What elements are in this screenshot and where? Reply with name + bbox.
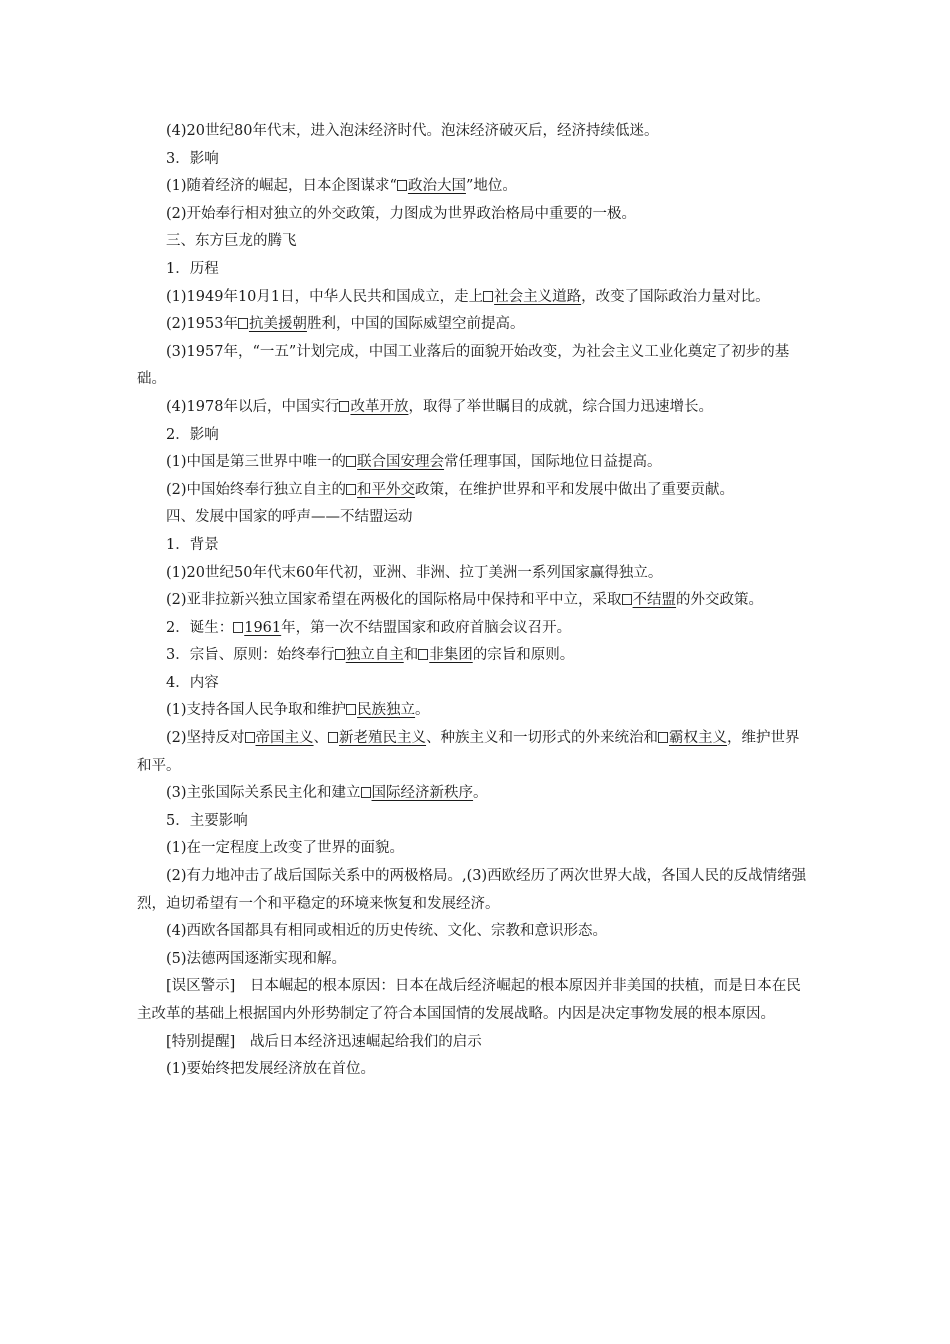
- text: ，取得了举世瞩目的成就，综合国力迅速增长。: [408, 398, 713, 415]
- answer-text: 帝国主义: [255, 730, 314, 747]
- answer-blank: [238, 316, 307, 332]
- text: (2)中国始终奉行独立自主的: [166, 481, 347, 498]
- answer-text: 霸权主义: [669, 730, 728, 747]
- paragraph: [137, 780, 813, 808]
- answer-text: 联合国安理会: [357, 454, 445, 471]
- document-body: [137, 118, 813, 1084]
- text: ，改变了国际政治力量对比。: [581, 288, 770, 305]
- text: 胜利，中国的国际威望空前提高。: [306, 316, 525, 333]
- paragraph: (1)在一定程度上改变了世界的面貌。: [166, 840, 405, 857]
- text: 和: [403, 647, 419, 664]
- text: 、种族主义和一切形式的外来统治和: [426, 730, 659, 747]
- text: (4)1978年以后，中国实行: [166, 398, 340, 415]
- text: (1)中国是第三世界中唯一的: [166, 454, 347, 471]
- paragraph: [137, 642, 813, 670]
- answer-blank: [483, 289, 581, 305]
- text: (2)亚非拉新兴独立国家希望在两极化的国际格局中保持和平中立，采取: [166, 592, 622, 609]
- text: (2)坚持反对: [166, 730, 245, 747]
- heading: 1．历程: [166, 260, 219, 277]
- box-icon: [339, 401, 349, 412]
- answer-blank: [361, 785, 474, 801]
- answer-blank: [328, 730, 426, 746]
- paragraph: (1)20世纪50年代末60年代初，亚洲、非洲、拉丁美洲一系列国家赢得独立。: [166, 564, 663, 581]
- box-icon: [233, 622, 243, 633]
- answer-blank: [418, 647, 473, 663]
- answer-blank: [658, 730, 727, 746]
- answer-blank: [346, 482, 415, 498]
- answer-blank: [335, 647, 404, 663]
- paragraph: (4)20世纪80年代末，进入泡沫经济时代。泡沫经济破灭后，经济持续低迷。: [166, 123, 659, 139]
- answer-text: 1961: [244, 619, 282, 636]
- answer-blank: [233, 620, 281, 636]
- paragraph: (2)开始奉行相对独立的外交政策，力图成为世界政治格局中重要的一极。: [166, 205, 637, 222]
- text: 的宗旨和原则。: [472, 647, 575, 664]
- paragraph: [137, 173, 813, 201]
- box-icon: [346, 484, 356, 495]
- text: (1)随着经济的崛起，日本企图谋求“: [166, 178, 397, 195]
- text: 常任理事国，国际地位日益提高。: [444, 454, 662, 471]
- answer-text: 国际经济新秩序: [371, 785, 474, 802]
- paragraph: (4)西欧各国都具有相同或相近的历史传统、文化、宗教和意识形态。: [166, 923, 608, 940]
- text: 年，第一次不结盟国家和政府首脑会议召开。: [281, 619, 572, 636]
- warning-note: [误区警示] 日本崛起的根本原因：日本在战后经济崛起的根本原因并非美国的扶植，而是日本在民主改革的基础上根据国内外形势制定了符合本国国情的发展战略。内因是决定事物发展的根本原因。: [137, 978, 801, 1022]
- answer-blank: [339, 399, 408, 415]
- answer-blank: [245, 730, 314, 746]
- heading: 2．影响: [166, 426, 219, 443]
- answer-text: 不结盟: [632, 592, 677, 609]
- text: 3．宗旨、原则：始终奉行: [166, 647, 335, 664]
- box-icon: [397, 180, 407, 191]
- paragraph: (2)有力地冲击了战后国际关系中的两极格局。,(3)西欧经历了两次世界大战，各国人民的反战情绪强烈，迫切希望有一个和平稳定的环境来恢复和发展经济。: [137, 868, 807, 912]
- paragraph: [137, 284, 813, 312]
- text: ，维护世界和平。: [137, 730, 800, 774]
- answer-text: 抗美援朝: [248, 316, 307, 333]
- answer-text: 政治大国: [407, 178, 466, 195]
- box-icon: [328, 732, 338, 743]
- paragraph: (3)1957年，“一五”计划完成，中国工业落后的面貌开始改变，为社会主义工业化奠定了初步的基础。: [137, 343, 790, 388]
- box-icon: [346, 704, 356, 715]
- answer-blank: [622, 592, 677, 608]
- box-icon: [335, 649, 345, 660]
- section-heading: 三、东方巨龙的腾飞: [166, 233, 297, 250]
- answer-text: 独立自主: [345, 647, 404, 664]
- answer-text: 新老殖民主义: [339, 730, 427, 747]
- box-icon: [245, 732, 255, 743]
- paragraph: [137, 449, 813, 477]
- section-heading: 四、发展中国家的呼声——不结盟运动: [166, 509, 413, 526]
- box-icon: [622, 594, 632, 605]
- box-icon: [361, 787, 371, 798]
- box-icon: [658, 732, 668, 743]
- text: 的外交政策。: [676, 592, 764, 609]
- box-icon: [483, 291, 493, 302]
- answer-text: 民族独立: [357, 702, 416, 719]
- answer-text: 改革开放: [350, 398, 409, 415]
- paragraph: [137, 615, 813, 643]
- box-icon: [418, 649, 428, 660]
- answer-text: 社会主义道路: [494, 288, 582, 305]
- text: 、: [313, 730, 329, 747]
- paragraph: [137, 394, 813, 422]
- answer-blank: [346, 702, 415, 718]
- text: (1)1949年10月1日，中华人民共和国成立，走上: [166, 288, 484, 305]
- answer-text: 和平外交: [357, 481, 416, 498]
- answer-blank: [397, 178, 466, 194]
- text: (2)1953年: [166, 316, 238, 333]
- text: 2．诞生：: [166, 619, 234, 636]
- paragraph: [137, 311, 813, 339]
- heading: 5．主要影响: [166, 812, 248, 829]
- text: 政策，在维护世界和平和发展中做出了重要贡献。: [415, 481, 735, 498]
- text: 。: [415, 702, 430, 719]
- heading: 3．影响: [166, 150, 219, 167]
- paragraph: [137, 477, 813, 505]
- paragraph: (1)要始终把发展经济放在首位。: [166, 1061, 376, 1078]
- paragraph: [137, 697, 813, 725]
- text: ”地位。: [465, 178, 517, 195]
- special-reminder: [特别提醒] 战后日本经济迅速崛起给我们的启示: [166, 1033, 482, 1050]
- answer-blank: [346, 454, 444, 470]
- answer-text: 非集团: [429, 647, 473, 664]
- paragraph: (5)法德两国逐渐实现和解。: [166, 950, 347, 967]
- heading: 4．内容: [166, 674, 219, 691]
- paragraph: [137, 587, 813, 615]
- text: 。: [473, 785, 488, 802]
- text: (3)主张国际关系民主化和建立: [166, 785, 361, 802]
- paragraph: [137, 725, 813, 780]
- box-icon: [346, 456, 356, 467]
- heading: 1．背景: [166, 536, 219, 553]
- text: (1)支持各国人民争取和维护: [166, 702, 347, 719]
- box-icon: [238, 318, 248, 329]
